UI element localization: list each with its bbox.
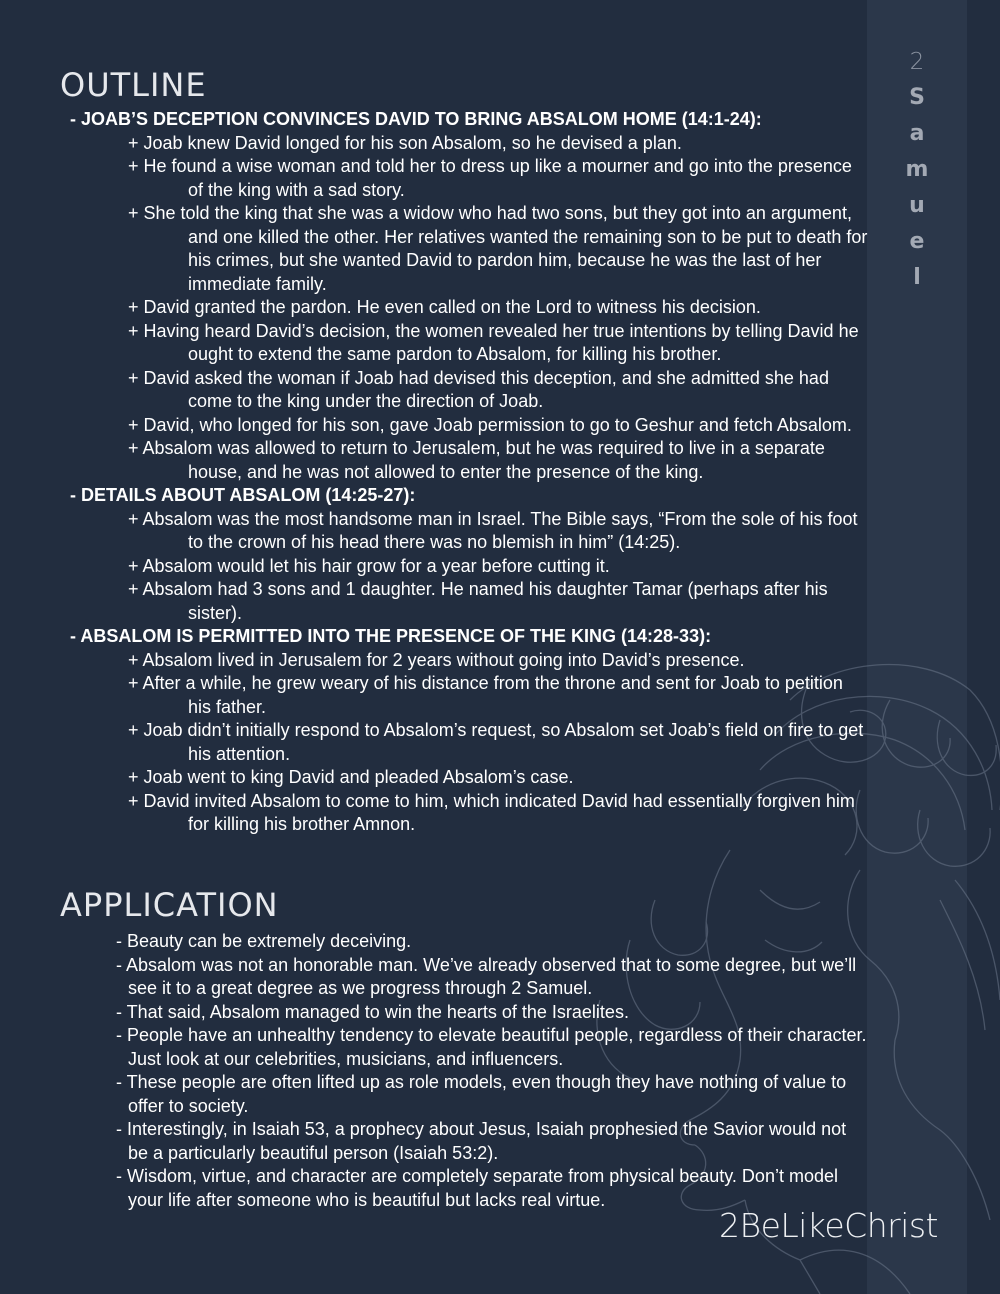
application-body <box>70 930 870 1212</box>
application-point: - These people are often lifted up as role models, even though they have nothing of value to offer to society. <box>116 1072 847 1116</box>
outline-topic-title: - ABSALOM IS PERMITTED INTO THE PRESENCE OF THE KING (14:28-33): <box>70 626 712 646</box>
outline-point: + Absalom would let his hair grow for a year before cutting it. <box>128 555 610 576</box>
book-letter: e <box>909 229 925 254</box>
book-number: 2 <box>909 49 925 75</box>
book-letter: a <box>909 121 925 146</box>
outline-point: + Absalom lived in Jerusalem for 2 years without going into David’s presence. <box>128 649 745 670</box>
outline-point: + David invited Absalom to come to him, which indicated David had essentially forgiven him for killing his brother Amnon. <box>128 790 855 834</box>
outline-point: + Absalom was the most handsome man in Israel. The Bible says, “From the sole of his foot to the crown of his head there was no blemish in him” (14:25). <box>128 508 858 552</box>
outline-point: + He found a wise woman and told her to dress up like a mourner and go into the presence of the king with a sad story. <box>128 156 852 200</box>
book-letter: S <box>909 85 925 110</box>
application-point: - Wisdom, virtue, and character are completely separate from physical beauty. Don’t model your life after someone who is beautiful but lacks real virtue. <box>116 1166 838 1210</box>
outline-topic-title: - JOAB’S DECEPTION CONVINCES DAVID TO BRING ABSALOM HOME (14:1-24): <box>70 109 762 129</box>
application-point: - Interestingly, in Isaiah 53, a prophecy about Jesus, Isaiah prophesied the Savior would not be a particularly beautiful person (Isaiah 53:2). <box>116 1119 847 1163</box>
application-point: - Beauty can be extremely deceiving. <box>116 931 412 951</box>
outline-point: + Having heard David’s decision, the women revealed her true intentions by telling David he ought to extend the same pardon to Absalom, for killing his brother. <box>128 320 859 364</box>
application-heading: APPLICATION <box>60 886 279 924</box>
outline-point: + David asked the woman if Joab had devised this deception, and she admitted she had come to the king under the direction of Joab. <box>128 367 829 411</box>
outline-point: + Joab went to king David and pleaded Absalom’s case. <box>128 767 574 787</box>
book-letter: l <box>913 265 921 290</box>
outline-point: + David, who longed for his son, gave Joab permission to go to Geshur and fetch Absalom. <box>128 414 852 435</box>
outline-heading: OUTLINE <box>60 66 207 104</box>
book-letter: u <box>909 193 925 218</box>
outline-topic-title: - DETAILS ABOUT ABSALOM (14:25-27): <box>70 485 416 505</box>
book-letter: m <box>905 157 929 182</box>
application-point: - That said, Absalom managed to win the hearts of the Israelites. <box>116 1001 629 1022</box>
outline-point: + David granted the pardon. He even called on the Lord to witness his decision. <box>128 297 761 317</box>
outline-point: + Joab didn’t initially respond to Absalom’s request, so Absalom set Joab’s field on fire to get his attention. <box>128 720 864 764</box>
application-point: - People have an unhealthy tendency to elevate beautiful people, regardless of their character. Just look at our celebrities, musicians, and influencers. <box>116 1025 867 1069</box>
outline-point: + After a while, he grew weary of his distance from the throne and sent for Joab to petition his father. <box>128 673 843 717</box>
brand-logo-text: 2BeLikeChrist <box>718 1206 938 1245</box>
outline-point: + Joab knew David longed for his son Absalom, so he devised a plan. <box>128 132 682 153</box>
book-title-vertical <box>867 48 967 296</box>
outline-point: + Absalom had 3 sons and 1 daughter. He named his daughter Tamar (perhaps after his sister). <box>128 579 828 623</box>
application-point: - Absalom was not an honorable man. We’ve already observed that to some degree, but we’ll see it to a great degree as we progress through 2 Samuel. <box>116 954 857 998</box>
outline-point: + Absalom was allowed to return to Jerusalem, but he was required to live in a separate house, and he was not allowed to enter the presence of the king. <box>128 438 825 482</box>
outline-body <box>70 108 870 837</box>
outline-point: + She told the king that she was a widow who had two sons, but they got into an argument, and one killed the other. Her relatives wanted the remaining son to be put to death for his crimes, but she wanted David to pardon him, because he was the last of her immediate family. <box>128 203 868 294</box>
